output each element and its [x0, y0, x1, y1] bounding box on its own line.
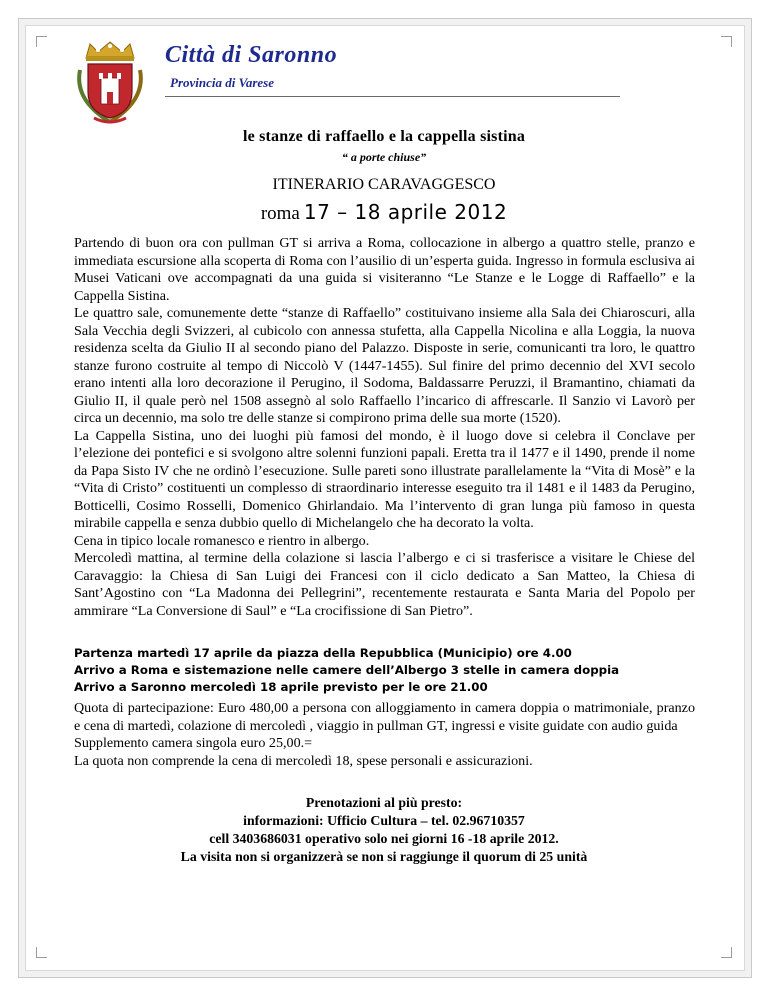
event-dates: 17 – 18 aprile 2012: [303, 200, 508, 224]
event-place: roma: [260, 203, 300, 224]
event-date-line: [0, 200, 768, 225]
contact-cell-line: cell 3403686031 operativo solo nei giorni 16 -18 aprile 2012.: [209, 831, 559, 846]
paragraph: Partendo di buon ora con pullman GT si arriva a Roma, collocazione in albergo a quattro stelle, pranzo e immediata escursione alla scoperta di Roma con l’ausilio di un’esperta guida. Ingresso in formula esclusiva ai Musei Vaticani ove accompagnati da una guida si visiteranno “Le Stanze e le Logge di Raffaello” e la Cappella Sistina.: [74, 235, 695, 304]
province-name: Provincia di Varese: [170, 75, 274, 90]
border-corner: [721, 947, 732, 958]
paragraph: La Cappella Sistina, uno dei luoghi più famosi del mondo, è il luogo dove si celebra il Conclave per l’elezione dei pontefici e si svolgono altre solenni funzioni papali. Eretta tra il 1477 e il 1490, prende il nome da Papa Sisto IV che ne ordinò l’esecuzione. Sulle pareti sono illustrate parallelamente la “Vita di Mosè” e la “Vita di Cristo” costituenti un complesso di straordinario interesse eseguito tra il 1481 e il 1483 da Perugino, Botticelli, Cosimo Rosselli, Domenico Ghirlandaio. Ma l’intervento di gran lunga più famoso in questa mirabile cappella e senza dubbio quello di Michelangelo che ha decorato la volta.: [74, 427, 695, 531]
booking-line: Prenotazioni al più presto:: [305, 795, 463, 810]
price-paragraph: Quota di partecipazione: Euro 480,00 a persona con alloggiamento in camera doppia o matrimoniale, pranzo e cena di martedì, colazione di mercoledì , viaggio in pullman GT, ingressi e visite guidate con audio guida: [74, 700, 695, 734]
quorum-line: La visita non si organizzerà se non si raggiunge il quorum di 25 unità: [180, 849, 588, 864]
document-title: le stanze di raffaello e la cappella sistina: [242, 128, 526, 145]
border-corner: [36, 36, 47, 47]
booking-info: [0, 794, 768, 866]
paragraph: Mercoledì mattina, al termine della colazione si lascia l’albergo e ci si trasferisce a visitare le Chiese del Caravaggio: la Chiesa di San Luigi dei Francesi con il ciclo dedicato a San Matteo, la Chiesa di Sant’Agostino con “La Madonna dei Pellegrini”, recentemente restaurata e Santa Maria del Popolo per ammirare “La Conversione di Saul” e “La crocifissione di San Pietro”.: [74, 550, 695, 619]
city-name: Città di Saronno: [165, 42, 338, 68]
document-subtitle: “ a porte chiuse”: [341, 150, 427, 164]
single-supplement: Supplemento camera singola euro 25,00.=: [74, 735, 313, 751]
coat-of-arms-icon: [72, 40, 148, 126]
paragraph: Le quattro sale, comunemente dette “stanze di Raffaello” costituivano insieme alla Sala dei Chiaroscuri, alla Sala Vecchia degli Svizzeri, al cubicolo con annessa stufetta, alla Cappella Nicolina e alla Loggia, la nuova residenza scelta da Giulio II al secondo piano del Palazzo. Disposte in serie, comunicanti tra loro, le quattro stanze furono costruite al tempo di Niccolò V (1447-1455). Sul finire del primo decennio del XVI secolo erano intenti alla loro decorazione il Perugino, il Sodoma, Baldassarre Peruzzi, il Bramantino, chiamati da Giulio II, il quale però nel 1508 assegnò al solo Raffaello l’incarico di affrescarle. Il Sanzio vi Lavorò per circa un decennio, ma solo tre delle stanze si compirono prima delle sua morte (1520).: [74, 305, 695, 426]
departure-line: Partenza martedì 17 aprile da piazza della Repubblica (Municipio) ore 4.00: [74, 646, 572, 660]
itinerary-name: ITINERARIO CARAVAGGESCO: [272, 176, 496, 193]
border-corner: [36, 947, 47, 958]
price-section: [74, 700, 695, 770]
description-body: [74, 235, 695, 620]
arrival-saronno-line: Arrivo a Saronno mercoledì 18 aprile previsto per le ore 21.00: [74, 680, 488, 694]
paragraph: Cena in tipico locale romanesco e rientro in albergo.: [74, 532, 370, 549]
arrival-rome-line: Arrivo a Roma e sistemazione nelle camere dell’Albergo 3 stelle in camera doppia: [74, 663, 620, 677]
header-divider: [165, 96, 620, 97]
exclusions: La quota non comprende la cena di mercoledì 18, spese personali e assicurazioni.: [74, 752, 533, 769]
border-corner: [721, 36, 732, 47]
travel-info: [74, 645, 695, 696]
contact-office-line: informazioni: Ufficio Cultura – tel. 02.96710357: [243, 813, 525, 828]
